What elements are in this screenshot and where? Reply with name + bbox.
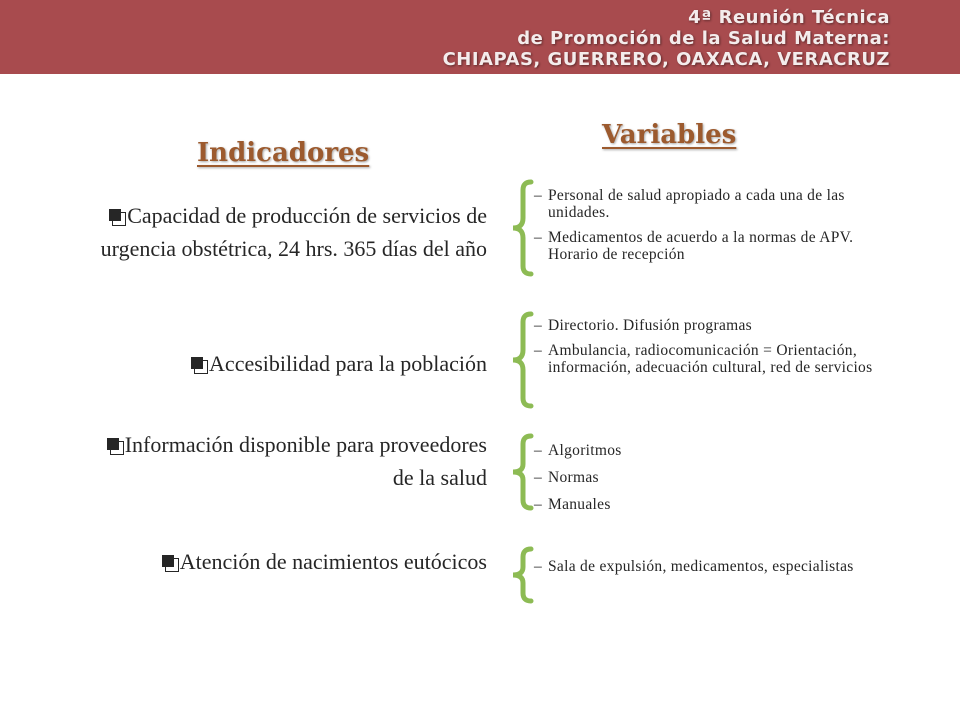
indicator-item xyxy=(87,347,487,380)
variable-item: – Manuales xyxy=(534,496,874,513)
variable-item: – Medicamentos de acuerdo a la normas de APV. Horario de recepción xyxy=(534,229,874,263)
banner-title-line-1: 4ª Reunión Técnica xyxy=(688,7,890,28)
variables-heading: Variables xyxy=(602,120,737,150)
banner-title-line-2: de Promoción de la Salud Materna: xyxy=(517,28,890,49)
title-banner xyxy=(0,0,960,74)
indicator-text: Capacidad de producción de servicios de urgencia obstétrica, 24 hrs. 365 días del año xyxy=(100,203,487,261)
variables-group xyxy=(534,442,874,523)
curly-brace-icon xyxy=(505,310,535,410)
variable-item: – Personal de salud apropiado a cada una de las unidades. xyxy=(534,187,874,221)
variable-item: – Normas xyxy=(534,469,874,486)
variable-item: – Sala de expulsión, medicamentos, especialistas xyxy=(534,558,874,575)
indicator-text: Accesibilidad para la población xyxy=(209,351,487,376)
curly-brace-icon xyxy=(505,178,535,278)
banner-title-line-3: CHIAPAS, GUERRERO, OAXACA, VERACRUZ xyxy=(442,49,890,70)
indicator-text: Información disponible para proveedores de la salud xyxy=(124,432,487,490)
indicator-item xyxy=(87,428,487,494)
variables-group xyxy=(534,187,874,271)
square-bullet-icon xyxy=(191,357,206,372)
variables-group xyxy=(534,558,874,583)
indicator-text: Atención de nacimientos eutócicos xyxy=(179,549,487,574)
variable-item: – Directorio. Difusión programas xyxy=(534,317,874,334)
indicadores-heading: Indicadores xyxy=(197,138,370,168)
variable-item: – Ambulancia, radiocomunicación = Orientación, información, adecuación cultural, red de servicios xyxy=(534,342,874,376)
square-bullet-icon xyxy=(109,209,124,224)
square-bullet-icon xyxy=(162,555,177,570)
curly-brace-icon xyxy=(505,432,535,512)
indicator-item xyxy=(87,545,487,578)
variable-item: – Algoritmos xyxy=(534,442,874,459)
square-bullet-icon xyxy=(107,438,122,453)
variables-group xyxy=(534,317,874,384)
indicator-item xyxy=(87,199,487,265)
curly-brace-icon xyxy=(505,545,535,605)
